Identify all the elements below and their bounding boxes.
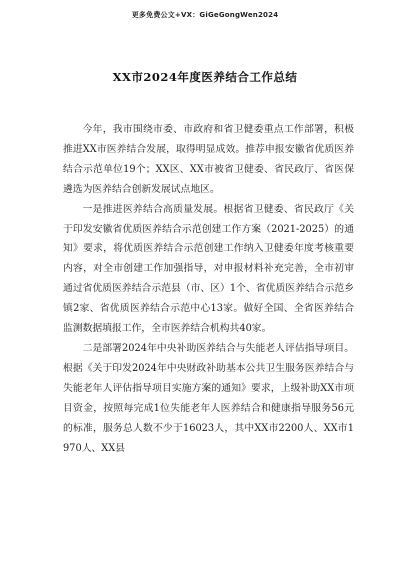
paragraph-intro: 今年，我市围绕市委、市政府和省卫健委重点工作部署，积极推进XX市医养结合发展，取得明显成效。推荐申报安徽省优质医养结合示范单位19个；XX区、XX市被省卫健委、省民政厅、省医保遴选为医养结合创新发展试点地区。 <box>63 124 354 195</box>
paragraph-section-1: 一是推进医养结合高质量发展。根据省卫健委、省民政厅《关于印发安徽省优质医养结合示范创建工作方案（2021-2025）的通知》要求，将优质医养结合示范创建工作纳入卫健委年度考核重要内容，对全市创建工作加强指导，对申报材料补充完善，全市初审通过省优质医养结合示范县（市、区）1个、省优质医养结合示范乡镇2家、省优质医养结合示范中心13家。做好全国、全省医养结合监测数据填报工作，全市医养结合机构共40家。 <box>63 203 354 335</box>
document-body <box>63 120 354 458</box>
paragraph-section-2: 二是部署2024年中央补助医养结合与失能老人评估指导项目。根据《关于印发2024年中央财政补助基本公共卫生服务医养结合与失能老年人评估指导项目实施方案的通知》要求，上级补助XX市项目资金，按照每完成1位失能老年人医养结合和健康指导服务56元的标准，服务总人数不少于16023人，其中XX市2200人、XX市1970人、XX县 <box>63 342 354 454</box>
document-title: XX市2024年度医养结合工作总结 <box>112 70 298 84</box>
header-note: 更多免费公文+VX：GiGeGongWen2024 <box>131 11 279 19</box>
